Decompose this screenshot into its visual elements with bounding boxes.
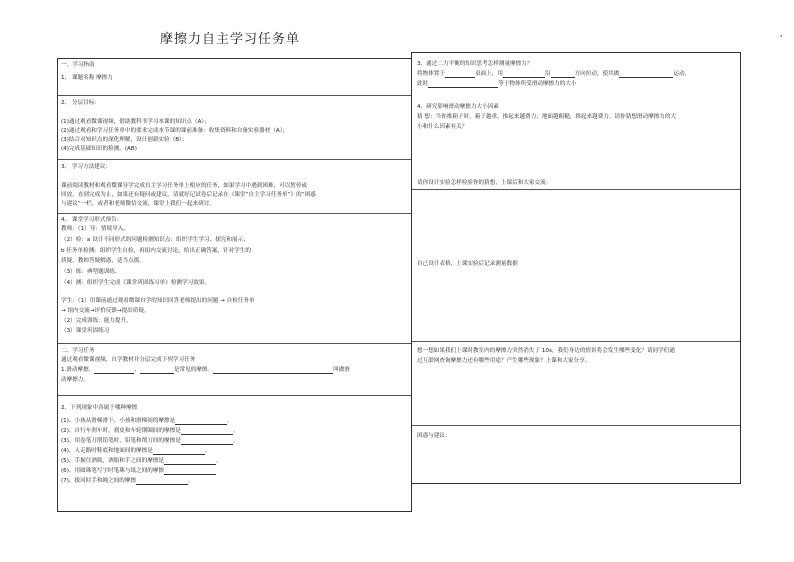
answer-blank[interactable]: [181, 438, 233, 445]
blank[interactable]: [213, 367, 333, 374]
answer-blank[interactable]: [164, 468, 216, 475]
method-line: 与建议”一栏，或者和老师微信交流，课堂上我们一起来研讨。: [61, 201, 215, 207]
form-line: （4）测：组织学生完成《课堂巩固练习单》检测学习效果。: [61, 280, 210, 286]
task-intro: 通过观看微课视频，自学教材并分层完成下列学习任务: [61, 357, 196, 363]
blank[interactable]: [445, 71, 475, 78]
task-q1: 1.滑动摩擦、 、 是常见的摩擦。 叫做滑: [61, 367, 350, 373]
form-line: （3）课堂巩固练习: [61, 328, 110, 334]
blank[interactable]: [503, 71, 545, 78]
blank[interactable]: [551, 71, 575, 78]
answer-blank[interactable]: [181, 428, 233, 435]
question-line: 小和什么因素有关？: [417, 124, 468, 130]
goal-line: (2)通过观看和学习任务单中的要求完成本节课的课前准备：收集资料和自备实验器材（A）；: [61, 128, 289, 134]
goal-line: (3)结合对知识点的深化理解，设计创新实验（B）；: [61, 137, 188, 143]
friction-types-section: [58, 395, 411, 514]
section-heading: 一、学习指南: [61, 62, 95, 68]
question-line: 此时 等于物体所受滑动摩擦力的大小: [417, 81, 577, 87]
goal-line: (4)完成基础知识的检测。(AB): [61, 146, 137, 152]
experiment-section: [412, 189, 740, 342]
question-line: (7)、拔河时手和绳之间的摩擦 。: [61, 478, 194, 484]
left-task-sheet: [57, 58, 412, 512]
question-line: 过互联网查询摩擦力还有哪些用途？产生哪些现象？上课和大家分享。: [417, 358, 591, 364]
think-section: [412, 341, 740, 426]
form-line: 教师：（1）导：情境导入。: [61, 226, 129, 232]
question-line: 猜 想：当你推箱子时，箱子越重，推起来越费力；地面越粗糙，推起来越费力。请你猜想滑动摩擦力的大: [417, 114, 677, 120]
question-line: (2)、自行车刹车时，刹皮和车轮钢圈间的摩擦是 。: [61, 428, 239, 434]
blank[interactable]: [619, 71, 673, 78]
question-line: (3)、用卷笔刀削铅笔时，铅笔和削刀间的摩擦是 。: [61, 438, 239, 444]
question-line: 将物体置于 桌面上，用 沿 方向拉动，使其做 运动，: [417, 71, 691, 77]
guide-section: [58, 59, 411, 95]
section-heading: 3、 学习方法建议：: [61, 164, 112, 170]
question-line: (5)、手握住酒瓶，酒瓶和手之间的摩擦是 。: [61, 458, 222, 464]
form-line: （2）检：a 设计不同形式的问题检测知识点：组织学生学习、探究和展示；: [61, 237, 249, 243]
answer-blank[interactable]: [153, 448, 205, 455]
task-q1-cont: 动摩擦力。: [61, 377, 89, 383]
section-heading: 二、学习任务: [61, 348, 95, 354]
measure-and-factors-section: [412, 53, 740, 189]
right-task-sheet: [411, 52, 741, 484]
feedback-section: [412, 425, 740, 484]
topic-line: 1、 课题名称 摩擦力: [61, 75, 113, 81]
answer-blank[interactable]: [175, 418, 227, 425]
section-heading: 2、下列现象中各属于哪种摩擦: [61, 405, 138, 411]
question-line: (1)、小孩从滑梯滑下，小孩和滑梯间的摩擦是 。: [61, 418, 233, 424]
feedback-label: 困惑与建议：: [417, 433, 451, 439]
question-heading: 3、通过二力平衡的知识思考怎样测量摩擦力？: [417, 61, 533, 67]
question-line: (6)、用圆珠笔写字时笔珠与纸之间的摩擦: [61, 467, 216, 475]
form-line: 学生：（1）用课前通过观看微课自学的知识回答老师提出的问题 → 自检任务单: [61, 298, 255, 304]
section-heading: 4、 课堂学习形式预告：: [61, 217, 123, 223]
question-line: (4)、人走路时鞋底和地面间的摩擦是 。: [61, 448, 211, 454]
form-line: （2）完成训练：能力提升。: [61, 318, 132, 324]
answer-blank[interactable]: [136, 478, 188, 485]
form-line: 质疑，教师答疑解惑，适当点拨。: [61, 258, 145, 264]
blank[interactable]: [94, 367, 134, 374]
question-line: 想一想如果我们上课时教室内的摩擦力突然消失了 10s，我们身边的情景将会发生哪些变化？请同学们通: [417, 348, 675, 354]
form-line: b 任务单检测：组织学生自检，再组内交流讨论，给出正确答案，针对学生的: [61, 248, 251, 254]
question-line: 自己设计表格，上课实验后记录测量数据: [417, 261, 518, 267]
class-form-section: [58, 213, 411, 344]
blank[interactable]: [428, 81, 498, 88]
question-line: 请你设计实验怎样检验你的猜想，上课后和大家交流：: [417, 180, 552, 186]
blank[interactable]: [140, 367, 174, 374]
goal-line: (1)通过观看微课视频，借助教科书学习本课的知识点（A）；: [61, 119, 210, 125]
task-section: [58, 343, 411, 396]
page-title: 摩擦力自主学习任务单: [159, 32, 300, 47]
method-line: 课前阅读教材和观看微课导学完成自主学习任务单上相应的任务，如果学习中遇到困难，可以暂停或: [61, 183, 308, 189]
method-section: [58, 159, 411, 214]
form-line: → 组内交流→评价反馈→提出质疑。: [61, 308, 150, 314]
page-mark: ₄: [780, 32, 783, 39]
answer-blank[interactable]: [164, 458, 216, 465]
section-heading: 2、 分层目标：: [61, 100, 100, 106]
form-line: （3）练：典型题训练。: [61, 269, 121, 275]
method-line: 回放，直到完成为止，如果还有疑问或建议，请就好记试卷后记录在《课堂“自主学习任务单”》的“困惑: [61, 192, 316, 198]
goals-section: [58, 95, 411, 160]
question-heading: 4、研究影响滑动摩擦力大小因素: [417, 104, 499, 110]
